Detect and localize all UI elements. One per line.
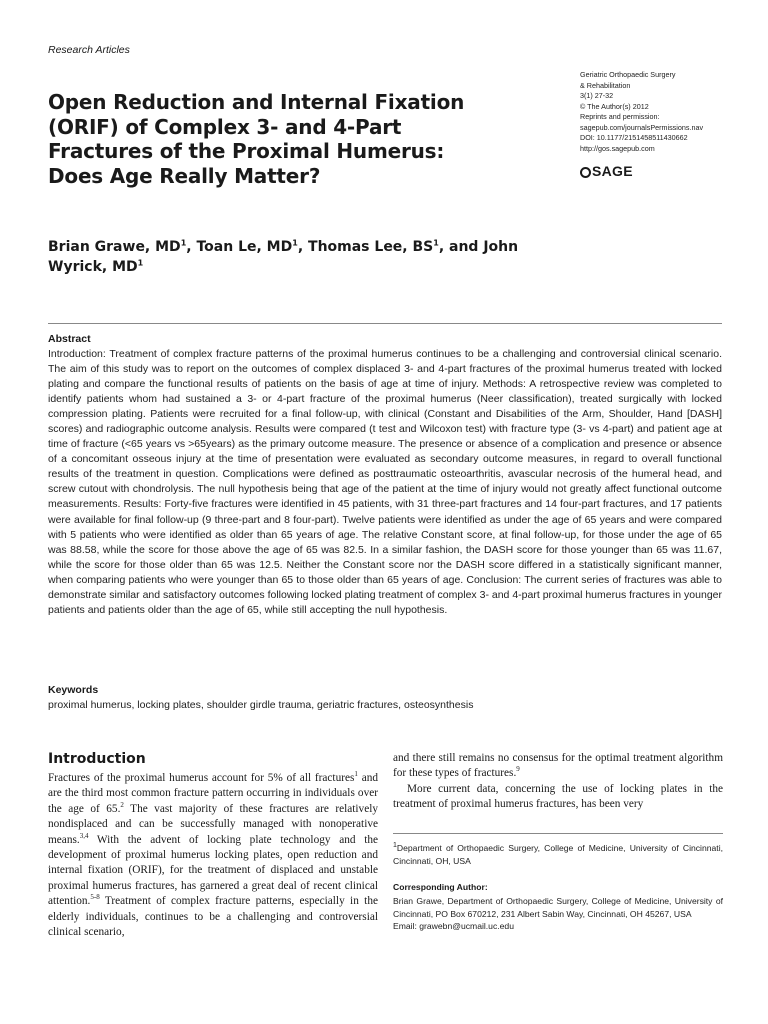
corresponding-author-details [393, 895, 723, 933]
journal-info-line: Geriatric Orthopaedic Surgery [580, 70, 676, 79]
author-affiliation-marker: 1 [137, 258, 144, 268]
paragraph-text: More current data, concerning the use of locking plates in the treatment of proximal humerus fractures, has been very [393, 782, 723, 811]
author-separator: , [186, 239, 197, 255]
sage-logo-text: SAGE [592, 163, 633, 179]
author-name: Brian Grawe, MD [48, 239, 181, 255]
journal-info-line: © The Author(s) 2012 [580, 101, 649, 111]
citation-marker: 1 [354, 770, 358, 779]
author-affiliation-marker: 1 [292, 238, 298, 248]
citation-marker: 9 [516, 765, 520, 774]
corresponding-author-heading: Corresponding Author: [393, 882, 488, 892]
author-separator: , [297, 239, 309, 255]
footnote-divider [393, 833, 723, 834]
author-name: John Wyrick, MD [48, 239, 519, 275]
paragraph-text: and there still remains no consensus for the optimal treatment algorithm for these types of fractures. [393, 752, 723, 780]
introduction-column-1 [48, 771, 378, 940]
introduction-paragraph [48, 771, 378, 940]
introduction-column-2 [393, 751, 723, 813]
author-affiliation-marker: 1 [180, 238, 187, 248]
introduction-paragraph [393, 782, 723, 813]
sage-logo [580, 163, 633, 179]
paragraph-text: Treatment of complex fracture patterns, especially in the elderly individuals, continues to be a challenging and controversial clinical scenario, [48, 895, 378, 939]
citation-marker: 3,4 [79, 831, 89, 840]
keywords-heading: Keywords [48, 684, 99, 696]
abstract-text: Introduction: Treatment of complex fracture patterns of the proximal humerus continues to be a challenging and controversial clinical scenario. The aim of this study was to report on the outcomes of complex displaced 3- and 4-part fractures of the proximal humerus treated with locked plating and compare the functional results of patients on the basis of age at time of injury. Methods: A retrospective review was completed to identify patients whom had sustained a 3- or 4-part fracture of the proximal humerus (Neer classification), treated surgically with locked compression plating. Patients were recruited for a final follow-up, with clinical (Constant and Disabilities of the Arm, Shoulder, Hand [DASH] scores) and radiographic outcome analysis. Results were compared (t test and Wilcoxon test) with fracture type (3- vs 4-part) and patient age at time of fracture (<65 years vs >65years) as the primary outcome measure. The presence or absence of a complication and presence or absence of a concomitant osseous injury at the time of presentation were evaluated as secondary outcome measures, in regard to overall functional results of the treatment in question. Complications were defined as posttraumatic osteoarthritis, avascular necrosis of the humeral head, and screw cutout with chondrolysis. The null hypothesis being that age of the patient at the time of injury would not greatly affect functional outcome measurements. Results: Forty-five fractures were identified in 45 patients, with 31 three-part fractures and 14 four-part fractures, and 17 patients were available for final follow-up (9 three-part and 8 four-part). Twelve patients were identified as under the age of 65 years and were compared with 5 patients who were identified as older than 65 years of age. The relative Constant score, at final follow-up, for those under the age of 65 was 88.58, while the score for those above the age of 65 was 82.5. In a similar fashion, the DASH score for those younger than 65 was 11.67, while the score for those older than 65 was 12.5. Neither the Constant score nor the DASH score differed in a statistically significant manner, when comparing patients who were younger than 65 to those older than 65 years of age. Conclusion: The current series of fractures was able to demonstrate similar and satisfactory outcomes following locked plating treatment of complex 3- and 4-part proximal humerus fractures in younger patients and patients older than the age of 65, while still accepting the null hypothesis. [48, 348, 722, 616]
author-separator: , and [438, 239, 484, 255]
author-list [48, 237, 528, 277]
affiliation-text: Department of Orthopaedic Surgery, College of Medicine, University of Cincinnati, Cincinnati, OH, USA [393, 843, 723, 866]
introduction-heading: Introduction [48, 751, 146, 767]
paragraph-text: With the advent of locking plate technology and the development of proximal humerus locking plates, open reduction and internal fixation (ORIF), for the treatment of displaced and unstable proximal humerus fractures, has garnered a great deal of recent clinical attention. [48, 833, 378, 908]
affiliation-footnote [393, 842, 723, 867]
abstract-divider [48, 323, 722, 324]
paragraph-text: Fractures of the proximal humerus account for 5% of all fractures [48, 772, 355, 784]
journal-info [580, 70, 750, 154]
affiliation-marker: 1 [393, 842, 397, 850]
journal-info-line: & Rehabilitation [580, 80, 631, 90]
section-label: Research Articles [48, 44, 130, 56]
author-affiliation-marker: 1 [433, 238, 439, 248]
paragraph-text: The vast majority of these fractures are relatively nondisplaced and can be successfully managed with nonoperative means. [48, 802, 379, 846]
article-title: Open Reduction and Internal Fixation (ORIF) of Complex 3- and 4-Part Fractures of the Proximal Humerus: Does Age Really Matter? [48, 90, 465, 188]
citation-marker: 2 [120, 801, 124, 810]
sage-circle-icon [580, 167, 591, 178]
journal-info-line: http://gos.sagepub.com [580, 143, 655, 153]
author-name: Toan Le, MD [196, 239, 293, 255]
keywords-text: proximal humerus, locking plates, shoulder girdle trauma, geriatric fractures, osteosynthesis [48, 699, 474, 711]
journal-info-line: 3(1) 27-32 [580, 91, 614, 100]
journal-info-line: sagepub.com/journalsPermissions.nav [580, 122, 704, 132]
citation-marker: 5-8 [90, 893, 100, 902]
abstract-heading: Abstract [48, 333, 91, 345]
corresponding-author-email: Email: grawebn@ucmail.uc.edu [393, 921, 514, 931]
author-name: Thomas Lee, BS [308, 239, 434, 255]
journal-info-line: DOI: 10.1177/2151458511430662 [580, 133, 688, 142]
paragraph-text: and are the third most common fracture pattern occurring in individuals over the age of 65. [48, 772, 379, 815]
journal-info-line: Reprints and permission: [580, 112, 660, 121]
introduction-paragraph [393, 751, 723, 782]
corresponding-author-address: Brian Grawe, Department of Orthopaedic Surgery, College of Medicine, University of Cincinnati, PO Box 670212, 231 Albert Sabin Way, Cincinnati, OH 45267, USA [393, 896, 723, 919]
